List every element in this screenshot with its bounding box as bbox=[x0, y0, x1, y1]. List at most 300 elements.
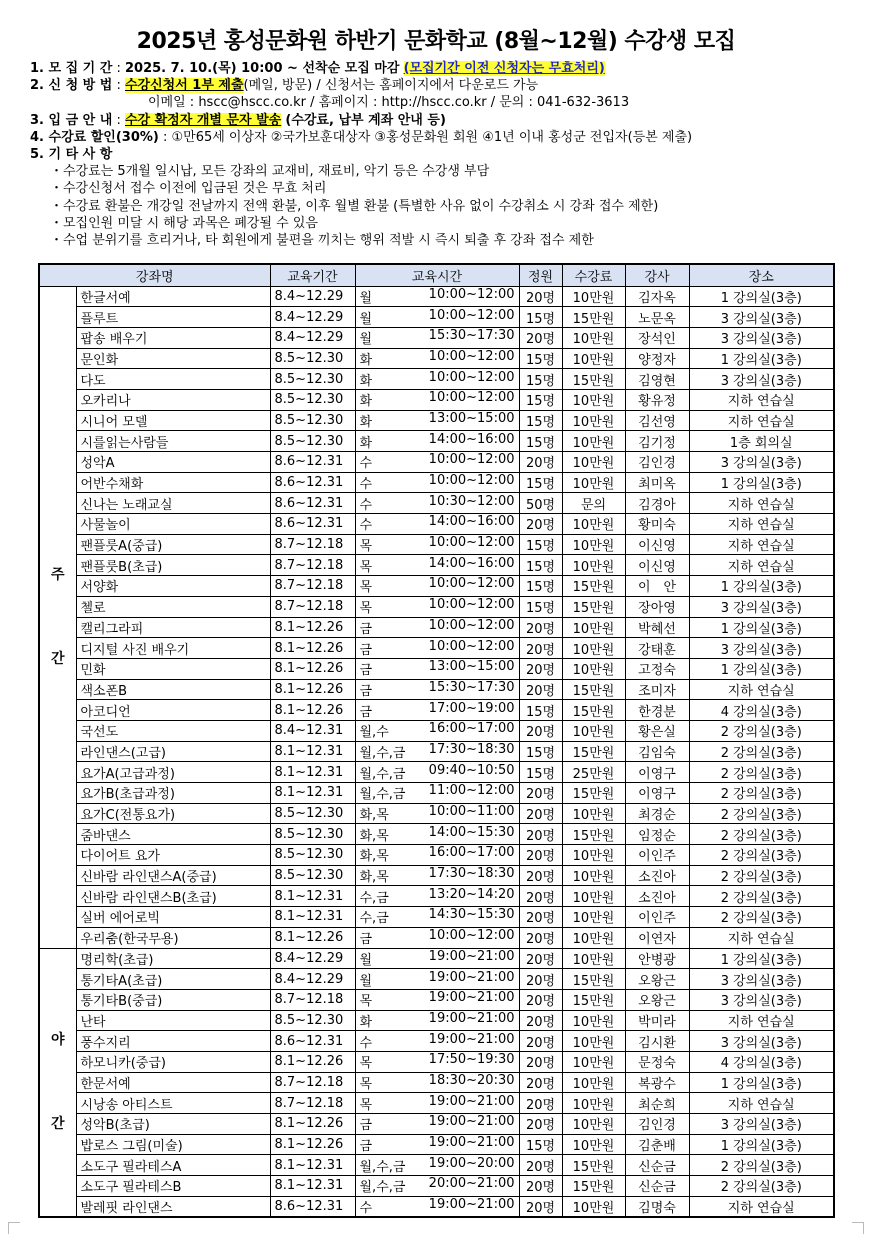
course-location: 2 강의실(3층) bbox=[689, 1155, 834, 1176]
course-fee: 10만원 bbox=[562, 514, 625, 535]
course-name: 우리춤(한국무용) bbox=[76, 927, 270, 948]
course-period: 8.4~12.29 bbox=[270, 948, 355, 969]
course-period: 8.6~12.31 bbox=[270, 514, 355, 535]
course-days: 목 bbox=[359, 994, 373, 1010]
table-row bbox=[39, 658, 834, 679]
course-name: 줌바댄스 bbox=[76, 824, 270, 845]
course-capacity: 20명 bbox=[519, 1072, 562, 1093]
course-location: 3 강의실(3층) bbox=[689, 1114, 834, 1135]
course-period: 8.5~12.30 bbox=[270, 431, 355, 452]
course-capacity: 20명 bbox=[519, 783, 562, 804]
course-instructor: 이연자 bbox=[625, 927, 689, 948]
table-row bbox=[39, 348, 834, 369]
crop-mark bbox=[852, 1222, 864, 1234]
course-capacity: 20명 bbox=[519, 452, 562, 473]
header-instructor: 강사 bbox=[625, 264, 689, 286]
course-capacity: 15명 bbox=[519, 307, 562, 328]
course-hours: 10:00~11:00 bbox=[428, 804, 515, 820]
course-period: 8.4~12.29 bbox=[270, 327, 355, 348]
course-name: 팬플룻B(초급) bbox=[76, 555, 270, 576]
course-fee: 10만원 bbox=[562, 948, 625, 969]
course-days: 월,수 bbox=[359, 725, 389, 741]
method-contact: 이메일 : hscc@hscc.co.kr / 홈페이지 : http://hscc.co.kr / 문의 : 041-632-3613 bbox=[148, 95, 630, 111]
course-hours: 13:00~15:00 bbox=[428, 659, 515, 675]
course-capacity: 20명 bbox=[519, 514, 562, 535]
course-name: 어반수채화 bbox=[76, 472, 270, 493]
course-fee: 10만원 bbox=[562, 1031, 625, 1052]
course-days: 금 bbox=[359, 642, 373, 658]
course-days: 수,금 bbox=[359, 890, 389, 906]
table-row bbox=[39, 596, 834, 617]
table-row bbox=[39, 514, 834, 535]
course-fee: 15만원 bbox=[562, 969, 625, 990]
course-period: 8.1~12.26 bbox=[270, 1051, 355, 1072]
course-days: 월,수,금 bbox=[359, 766, 406, 782]
course-days: 월 bbox=[359, 332, 373, 348]
table-row bbox=[39, 720, 834, 741]
course-hours: 17:50~19:30 bbox=[428, 1052, 515, 1068]
course-name: 디지털 사진 배우기 bbox=[76, 638, 270, 659]
course-location: 지하 연습실 bbox=[689, 927, 834, 948]
course-fee: 15만원 bbox=[562, 700, 625, 721]
course-days: 월 bbox=[359, 952, 373, 968]
course-hours: 19:00~21:00 bbox=[428, 1196, 515, 1212]
course-hours: 19:00~21:00 bbox=[428, 948, 515, 964]
course-time bbox=[355, 431, 519, 452]
course-capacity: 15명 bbox=[519, 389, 562, 410]
course-fee: 10만원 bbox=[562, 865, 625, 886]
table-row bbox=[39, 1155, 834, 1176]
course-instructor: 김선영 bbox=[625, 410, 689, 431]
course-instructor: 김인경 bbox=[625, 1114, 689, 1135]
course-location: 2 강의실(3층) bbox=[689, 886, 834, 907]
course-location: 1 강의실(3층) bbox=[689, 1072, 834, 1093]
course-period: 8.7~12.18 bbox=[270, 1093, 355, 1114]
course-fee: 10만원 bbox=[562, 658, 625, 679]
course-days: 화 bbox=[359, 414, 373, 430]
course-hours: 15:30~17:30 bbox=[428, 679, 515, 695]
course-instructor: 이 안 bbox=[625, 576, 689, 597]
course-period: 8.7~12.18 bbox=[270, 555, 355, 576]
course-days: 월,수,금 bbox=[359, 745, 406, 761]
course-name: 라인댄스(고급) bbox=[76, 741, 270, 762]
course-days: 화,목 bbox=[359, 828, 389, 844]
course-table bbox=[38, 263, 835, 1218]
course-name: 성악A bbox=[76, 452, 270, 473]
course-capacity: 15명 bbox=[519, 431, 562, 452]
course-hours: 15:30~17:30 bbox=[428, 328, 515, 344]
course-period: 8.1~12.26 bbox=[270, 1114, 355, 1135]
course-period: 8.7~12.18 bbox=[270, 534, 355, 555]
table-row bbox=[39, 576, 834, 597]
course-location: 지하 연습실 bbox=[689, 410, 834, 431]
course-period: 8.1~12.31 bbox=[270, 783, 355, 804]
course-fee: 15만원 bbox=[562, 596, 625, 617]
course-fee: 15만원 bbox=[562, 1176, 625, 1197]
course-name: 한문서예 bbox=[76, 1072, 270, 1093]
course-hours: 18:30~20:30 bbox=[428, 1072, 515, 1088]
course-fee: 10만원 bbox=[562, 845, 625, 866]
course-days: 목 bbox=[359, 1097, 373, 1113]
course-name: 난타 bbox=[76, 1010, 270, 1031]
etc-note: ・수업 분위기를 흐리거나, 타 회원에게 불편을 끼치는 행위 적발 시 즉시 퇴출 후 강좌 접수 제한 bbox=[50, 233, 594, 249]
course-fee: 10만원 bbox=[562, 720, 625, 741]
course-capacity: 20명 bbox=[519, 865, 562, 886]
course-fee: 10만원 bbox=[562, 348, 625, 369]
course-name: 통기타A(초급) bbox=[76, 969, 270, 990]
course-instructor: 최순희 bbox=[625, 1093, 689, 1114]
group-label: 야 간 bbox=[39, 948, 76, 1217]
course-period: 8.1~12.26 bbox=[270, 658, 355, 679]
course-name: 소도구 필라테스B bbox=[76, 1176, 270, 1197]
course-capacity: 15명 bbox=[519, 700, 562, 721]
course-days: 목 bbox=[359, 1056, 373, 1072]
course-fee: 10만원 bbox=[562, 431, 625, 452]
course-fee: 10만원 bbox=[562, 927, 625, 948]
course-hours: 17:30~18:30 bbox=[428, 866, 515, 882]
course-hours: 19:00~21:00 bbox=[428, 1093, 515, 1109]
course-location: 지하 연습실 bbox=[689, 1010, 834, 1031]
course-instructor: 김자옥 bbox=[625, 286, 689, 307]
course-days: 수 bbox=[359, 1200, 373, 1216]
course-capacity: 15명 bbox=[519, 472, 562, 493]
course-instructor: 고정숙 bbox=[625, 658, 689, 679]
course-instructor: 김경아 bbox=[625, 493, 689, 514]
course-hours: 11:00~12:00 bbox=[428, 783, 515, 799]
course-capacity: 50명 bbox=[519, 493, 562, 514]
course-name: 서양화 bbox=[76, 576, 270, 597]
method-highlight: 수강신청서 1부 제출 bbox=[124, 78, 244, 94]
course-instructor: 장아영 bbox=[625, 596, 689, 617]
header-time: 교육시간 bbox=[355, 264, 519, 286]
course-location: 4 강의실(3층) bbox=[689, 1051, 834, 1072]
course-period: 8.1~12.26 bbox=[270, 927, 355, 948]
course-fee: 10만원 bbox=[562, 410, 625, 431]
course-name: 플루트 bbox=[76, 307, 270, 328]
course-location: 지하 연습실 bbox=[689, 1196, 834, 1217]
course-location: 1 강의실(3층) bbox=[689, 658, 834, 679]
payment-highlight: 수강 확정자 개별 문자 발송 bbox=[124, 112, 282, 128]
course-capacity: 20명 bbox=[519, 1114, 562, 1135]
course-name: 아코디언 bbox=[76, 700, 270, 721]
course-time bbox=[355, 286, 519, 307]
course-days: 화 bbox=[359, 352, 373, 368]
course-time bbox=[355, 410, 519, 431]
course-capacity: 20명 bbox=[519, 679, 562, 700]
course-time bbox=[355, 845, 519, 866]
course-name: 시니어 모델 bbox=[76, 410, 270, 431]
course-name: 캘리그라피 bbox=[76, 617, 270, 638]
table-row bbox=[39, 1010, 834, 1031]
course-days: 목 bbox=[359, 601, 373, 617]
info-section bbox=[30, 60, 850, 249]
course-period: 8.1~12.31 bbox=[270, 762, 355, 783]
course-instructor: 소진아 bbox=[625, 886, 689, 907]
course-hours: 19:00~21:00 bbox=[428, 1135, 515, 1151]
course-location: 2 강의실(3층) bbox=[689, 803, 834, 824]
course-name: 요가B(초급과정) bbox=[76, 783, 270, 804]
course-name: 요가A(고급과정) bbox=[76, 762, 270, 783]
course-time bbox=[355, 1176, 519, 1197]
course-fee: 10만원 bbox=[562, 1093, 625, 1114]
course-days: 목 bbox=[359, 559, 373, 575]
info-discount bbox=[30, 129, 850, 146]
course-instructor: 오왕근 bbox=[625, 969, 689, 990]
etc-note: ・수강료는 5개월 일시납, 모든 강좌의 교재비, 재료비, 악기 등은 수강생 부담 bbox=[50, 164, 490, 180]
course-days: 화 bbox=[359, 373, 373, 389]
course-fee: 10만원 bbox=[562, 1072, 625, 1093]
course-days: 월,수,금 bbox=[359, 1180, 406, 1196]
info-period: 1. 모 집 기 간 : 2025. 7. 10.(목) 10:00 ~ 선착순 모집 마감 (모집기간 이전 신청자는 무효처리) bbox=[30, 61, 605, 76]
course-period: 8.4~12.29 bbox=[270, 969, 355, 990]
course-location: 3 강의실(3층) bbox=[689, 638, 834, 659]
course-period: 8.7~12.18 bbox=[270, 1072, 355, 1093]
course-capacity: 20명 bbox=[519, 658, 562, 679]
course-instructor: 노문옥 bbox=[625, 307, 689, 328]
course-location: 지하 연습실 bbox=[689, 514, 834, 535]
course-time bbox=[355, 658, 519, 679]
course-location: 3 강의실(3층) bbox=[689, 327, 834, 348]
course-hours: 10:00~12:00 bbox=[428, 576, 515, 592]
table-row bbox=[39, 493, 834, 514]
course-instructor: 신순금 bbox=[625, 1155, 689, 1176]
header-fee: 수강료 bbox=[562, 264, 625, 286]
course-capacity: 20명 bbox=[519, 907, 562, 928]
course-days: 금 bbox=[359, 621, 373, 637]
course-days: 화 bbox=[359, 394, 373, 410]
course-location: 3 강의실(3층) bbox=[689, 1031, 834, 1052]
course-period: 8.7~12.18 bbox=[270, 576, 355, 597]
course-capacity: 20명 bbox=[519, 1093, 562, 1114]
course-capacity: 20명 bbox=[519, 1051, 562, 1072]
course-location: 1 강의실(3층) bbox=[689, 1134, 834, 1155]
course-name: 신바람 라인댄스B(초급) bbox=[76, 886, 270, 907]
course-capacity: 20명 bbox=[519, 327, 562, 348]
course-fee: 15만원 bbox=[562, 679, 625, 700]
course-location: 2 강의실(3층) bbox=[689, 845, 834, 866]
course-location: 지하 연습실 bbox=[689, 555, 834, 576]
course-capacity: 20명 bbox=[519, 948, 562, 969]
course-period: 8.1~12.26 bbox=[270, 1134, 355, 1155]
course-time bbox=[355, 307, 519, 328]
course-time bbox=[355, 886, 519, 907]
payment-value: (수강료, 납부 계좌 안내 등) bbox=[285, 112, 446, 128]
course-capacity: 20명 bbox=[519, 286, 562, 307]
course-capacity: 20명 bbox=[519, 969, 562, 990]
course-days: 화 bbox=[359, 435, 373, 451]
table-row bbox=[39, 327, 834, 348]
course-hours: 10:00~12:00 bbox=[428, 638, 515, 654]
table-row bbox=[39, 783, 834, 804]
course-location: 3 강의실(3층) bbox=[689, 369, 834, 390]
course-days: 수 bbox=[359, 477, 373, 493]
course-time bbox=[355, 803, 519, 824]
course-time bbox=[355, 576, 519, 597]
course-period: 8.7~12.18 bbox=[270, 596, 355, 617]
course-days: 월 bbox=[359, 973, 373, 989]
table-row bbox=[39, 1093, 834, 1114]
course-capacity: 20명 bbox=[519, 1196, 562, 1217]
course-days: 수 bbox=[359, 1035, 373, 1051]
table-row bbox=[39, 286, 834, 307]
table-row bbox=[39, 948, 834, 969]
course-time bbox=[355, 1051, 519, 1072]
table-row bbox=[39, 989, 834, 1010]
course-time bbox=[355, 679, 519, 700]
course-location: 4 강의실(3층) bbox=[689, 700, 834, 721]
course-fee: 10만원 bbox=[562, 534, 625, 555]
table-row bbox=[39, 1134, 834, 1155]
course-location: 지하 연습실 bbox=[689, 493, 834, 514]
course-hours: 10:00~12:00 bbox=[428, 390, 515, 406]
course-hours: 10:00~12:00 bbox=[428, 473, 515, 489]
info-etc bbox=[30, 146, 850, 163]
course-time bbox=[355, 1072, 519, 1093]
course-days: 수,금 bbox=[359, 911, 389, 927]
course-fee: 10만원 bbox=[562, 327, 625, 348]
course-location: 1 강의실(3층) bbox=[689, 472, 834, 493]
discount-value: : ①만65세 이상자 ②국가보훈대상자 ③홍성문화원 회원 ④1년 이내 홍성군 전입자(등본 제출) bbox=[162, 129, 693, 145]
group-label: 주 간 bbox=[39, 286, 76, 948]
course-instructor: 김명숙 bbox=[625, 1196, 689, 1217]
course-location: 3 강의실(3층) bbox=[689, 969, 834, 990]
course-name: 신나는 노래교실 bbox=[76, 493, 270, 514]
course-name: 명리학(초급) bbox=[76, 948, 270, 969]
course-capacity: 15명 bbox=[519, 348, 562, 369]
course-instructor: 김임숙 bbox=[625, 741, 689, 762]
course-capacity: 15명 bbox=[519, 369, 562, 390]
course-name: 첼로 bbox=[76, 596, 270, 617]
course-hours: 10:00~12:00 bbox=[428, 535, 515, 551]
table-row bbox=[39, 1114, 834, 1135]
table-row bbox=[39, 1176, 834, 1197]
table-row bbox=[39, 1072, 834, 1093]
table-row bbox=[39, 803, 834, 824]
course-location: 지하 연습실 bbox=[689, 1093, 834, 1114]
course-hours: 14:00~16:00 bbox=[428, 555, 515, 571]
course-hours: 09:40~10:50 bbox=[428, 762, 515, 778]
course-period: 8.5~12.30 bbox=[270, 845, 355, 866]
course-time bbox=[355, 1196, 519, 1217]
course-capacity: 20명 bbox=[519, 845, 562, 866]
course-time bbox=[355, 327, 519, 348]
course-time bbox=[355, 555, 519, 576]
course-fee: 15만원 bbox=[562, 741, 625, 762]
info-method: 2. 신 청 방 법 : 수강신청서 1부 제출(메일, 방문) / 신청서는 홈페이지에서 다운로드 가능 bbox=[30, 78, 539, 94]
payment-label: 3. 입 금 안 내 bbox=[30, 112, 113, 128]
course-location: 2 강의실(3층) bbox=[689, 720, 834, 741]
course-fee: 15만원 bbox=[562, 307, 625, 328]
table-row bbox=[39, 452, 834, 473]
course-time bbox=[355, 1155, 519, 1176]
table-row bbox=[39, 1051, 834, 1072]
table-row bbox=[39, 700, 834, 721]
table-row bbox=[39, 969, 834, 990]
table-row bbox=[39, 431, 834, 452]
course-instructor: 장석인 bbox=[625, 327, 689, 348]
course-hours: 10:00~12:00 bbox=[428, 597, 515, 613]
course-hours: 10:00~12:00 bbox=[428, 928, 515, 944]
course-location: 1층 회의실 bbox=[689, 431, 834, 452]
course-time bbox=[355, 720, 519, 741]
course-instructor: 김인경 bbox=[625, 452, 689, 473]
course-time bbox=[355, 762, 519, 783]
course-days: 금 bbox=[359, 1118, 373, 1134]
course-instructor: 최미옥 bbox=[625, 472, 689, 493]
course-fee: 10만원 bbox=[562, 555, 625, 576]
course-location: 3 강의실(3층) bbox=[689, 452, 834, 473]
course-period: 8.7~12.18 bbox=[270, 989, 355, 1010]
course-instructor: 최경순 bbox=[625, 803, 689, 824]
course-instructor: 황은실 bbox=[625, 720, 689, 741]
course-time bbox=[355, 927, 519, 948]
course-instructor: 양정자 bbox=[625, 348, 689, 369]
course-time bbox=[355, 617, 519, 638]
course-capacity: 15명 bbox=[519, 534, 562, 555]
table-row bbox=[39, 824, 834, 845]
course-period: 8.5~12.30 bbox=[270, 1010, 355, 1031]
course-fee: 15만원 bbox=[562, 989, 625, 1010]
course-capacity: 20명 bbox=[519, 1010, 562, 1031]
course-hours: 10:00~12:00 bbox=[428, 369, 515, 385]
course-instructor: 조미자 bbox=[625, 679, 689, 700]
course-time bbox=[355, 348, 519, 369]
course-location: 1 강의실(3층) bbox=[689, 348, 834, 369]
course-instructor: 이신영 bbox=[625, 534, 689, 555]
course-instructor: 소진아 bbox=[625, 865, 689, 886]
course-name: 다도 bbox=[76, 369, 270, 390]
course-fee: 10만원 bbox=[562, 886, 625, 907]
course-instructor: 이인주 bbox=[625, 845, 689, 866]
course-location: 2 강의실(3층) bbox=[689, 824, 834, 845]
course-time bbox=[355, 1031, 519, 1052]
course-name: 신바람 라인댄스A(중급) bbox=[76, 865, 270, 886]
table-row bbox=[39, 410, 834, 431]
course-name: 밥로스 그림(미술) bbox=[76, 1134, 270, 1155]
course-hours: 14:30~15:30 bbox=[428, 907, 515, 923]
course-name: 요가C(전통요가) bbox=[76, 803, 270, 824]
course-location: 2 강의실(3층) bbox=[689, 907, 834, 928]
course-days: 월 bbox=[359, 311, 373, 327]
course-capacity: 20명 bbox=[519, 927, 562, 948]
course-instructor: 김영현 bbox=[625, 369, 689, 390]
course-capacity: 15명 bbox=[519, 596, 562, 617]
course-hours: 19:00~21:00 bbox=[428, 1010, 515, 1026]
course-hours: 20:00~21:00 bbox=[428, 1176, 515, 1192]
course-time bbox=[355, 824, 519, 845]
course-capacity: 15명 bbox=[519, 741, 562, 762]
period-label: 1. 모 집 기 간 bbox=[30, 61, 113, 76]
course-days: 수 bbox=[359, 497, 373, 513]
course-hours: 13:20~14:20 bbox=[428, 886, 515, 902]
course-instructor: 이인주 bbox=[625, 907, 689, 928]
course-location: 3 강의실(3층) bbox=[689, 307, 834, 328]
course-name: 풍수지리 bbox=[76, 1031, 270, 1052]
course-time bbox=[355, 1010, 519, 1031]
course-time bbox=[355, 369, 519, 390]
course-location: 2 강의실(3층) bbox=[689, 741, 834, 762]
course-period: 8.1~12.31 bbox=[270, 907, 355, 928]
table-row bbox=[39, 369, 834, 390]
course-time bbox=[355, 741, 519, 762]
course-instructor: 박혜선 bbox=[625, 617, 689, 638]
course-instructor: 오왕근 bbox=[625, 989, 689, 1010]
course-time bbox=[355, 596, 519, 617]
course-period: 8.1~12.31 bbox=[270, 886, 355, 907]
course-period: 8.4~12.29 bbox=[270, 307, 355, 328]
course-period: 8.6~12.31 bbox=[270, 472, 355, 493]
period-value: 2025. 7. 10.(목) 10:00 ~ 선착순 모집 마감 bbox=[124, 61, 400, 76]
